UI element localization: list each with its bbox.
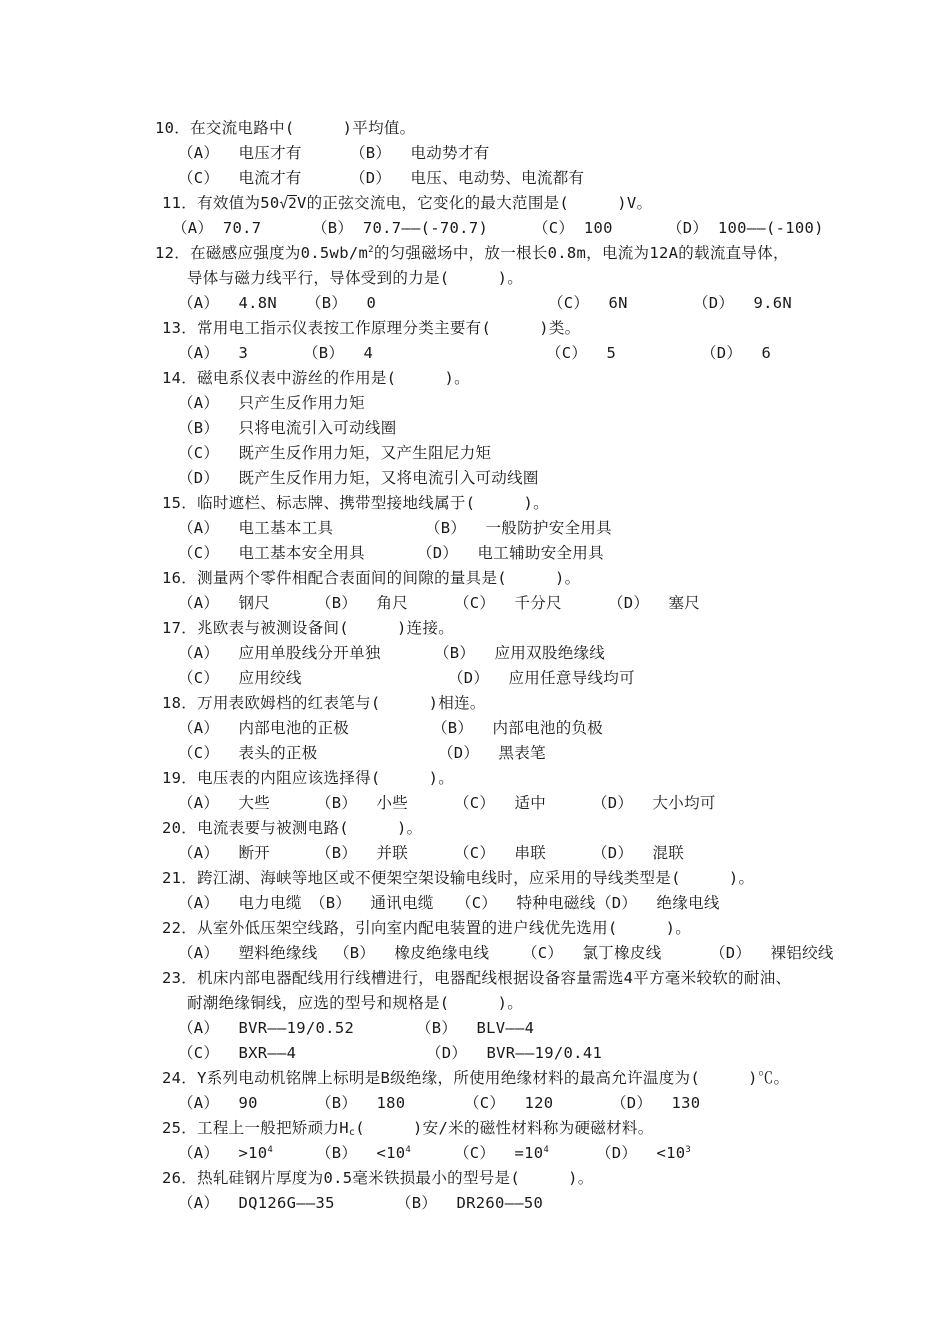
option-c: （C） 适中 [454, 794, 547, 812]
option-b: （B） 电动势才有 [350, 144, 490, 162]
question-25-post: ( )安/米的磁性材料称为硬磁材料。 [355, 1119, 654, 1137]
option-d: （D） 既产生反作用力矩，又将电流引入可动线圈 [178, 469, 539, 487]
question-19: 19．电压表的内阻应该选择得( )。 [162, 769, 455, 787]
option-d: （D） 9.6N [693, 294, 793, 312]
question-16: 16．测量两个零件相配合表面间的间隙的量具是( )。 [162, 569, 581, 587]
question-12-cont: 导体与磁力线平行，导体受到的力是( )。 [187, 269, 524, 287]
option-c: （C） 电工基本安全用具 [178, 544, 365, 562]
question-11-pre: 11．有效值为50 [162, 194, 280, 212]
option-d: （D） 黑表笔 [438, 744, 546, 762]
question-18: 18．万用表欧姆档的红表笔与( )相连。 [162, 694, 486, 712]
option-b: （B） 内部电池的负极 [432, 719, 604, 737]
exponent: 4 [543, 1145, 550, 1155]
option-d: （D） BVR——19/0.41 [426, 1044, 603, 1062]
question-14: 14．磁电系仪表中游丝的作用是( )。 [162, 369, 470, 387]
question-22: 22．从室外低压架空线路，引向室内配电装置的进户线优先选用( )。 [162, 919, 692, 937]
exponent: 3 [685, 1145, 692, 1155]
superscript: 2 [368, 245, 374, 255]
option-c: （C） 千分尺 [454, 594, 562, 612]
sqrt-radicand: 2 [288, 196, 297, 212]
option-b: （B） 一般防护安全用具 [425, 519, 612, 537]
sqrt-symbol: √ 2 [279, 196, 297, 212]
question-11 [162, 193, 652, 214]
option-a: （A） 电工基本工具 [178, 519, 334, 537]
option-d-text: （D） <10 [596, 1144, 686, 1162]
question-25 [162, 1118, 654, 1138]
option-a: （A） 内部电池的正极 [178, 719, 350, 737]
option-c [454, 1143, 549, 1163]
option-b-text: （B） <10 [316, 1144, 406, 1162]
option-b: （B） 橡皮绝缘电线 [334, 944, 490, 962]
question-12 [155, 243, 789, 263]
option-d: （D） 电工辅助安全用具 [417, 544, 604, 562]
option-b: （B） 通讯电缆 [310, 894, 434, 912]
option-d: （D） 混联 [592, 844, 685, 862]
question-15: 15．临时遮栏、标志牌、携带型接地线属于( )。 [162, 494, 549, 512]
option-c: （C） 120 [464, 1094, 554, 1112]
option-d: （D） 绝缘电线 [596, 894, 720, 912]
option-a: （A） 电力电缆 [178, 894, 302, 912]
option-c: （C） 既产生反作用力矩，又产生阻尼力矩 [178, 444, 492, 462]
option-a: （A） 90 [178, 1094, 258, 1112]
option-d: （D） 130 [611, 1094, 701, 1112]
option-b: （B） 小些 [316, 794, 409, 812]
exponent: 4 [267, 1145, 274, 1155]
option-b: （B） BLV——4 [416, 1019, 535, 1037]
option-d: （D） 裸铝绞线 [710, 944, 834, 962]
question-11-post: V的正弦交流电，它变化的最大范围是( )V。 [297, 194, 653, 212]
option-b: （B） 180 [316, 1094, 406, 1112]
option-a: （A） 塑料绝缘线 [178, 944, 318, 962]
option-b [316, 1143, 411, 1163]
option-a: （A） 断开 [178, 844, 271, 862]
option-d: （D） 100——(-100) [667, 219, 824, 237]
option-b: （B） 只将电流引入可动线圈 [178, 419, 397, 437]
question-13: 13．常用电工指示仪表按工作原理分类主要有( )类。 [162, 319, 581, 337]
option-c: （C） 串联 [454, 844, 547, 862]
question-25-pre: 25．工程上一般把矫顽力H [162, 1119, 349, 1137]
option-d: （D） 大小均可 [592, 794, 716, 812]
option-c-text: （C） =10 [454, 1144, 544, 1162]
option-a: （A） 3 [178, 344, 249, 362]
question-26: 26．热轧硅钢片厚度为0.5毫米铁损最小的型号是( )。 [162, 1169, 594, 1187]
option-a: （A） 应用单股线分开单独 [178, 644, 381, 662]
option-b: （B） 角尺 [316, 594, 409, 612]
question-17: 17．兆欧表与被测设备间( )连接。 [162, 619, 455, 637]
option-c: （C） 应用绞线 [178, 669, 302, 687]
option-c: （C） 氯丁橡皮线 [522, 944, 662, 962]
option-b: （B） 并联 [316, 844, 409, 862]
option-b: （B） 应用双股绝缘线 [434, 644, 606, 662]
option-d: （D） 6 [701, 344, 772, 362]
option-a: （A） BVR——19/0.52 [178, 1019, 355, 1037]
option-a: （A） 4.8N [178, 294, 278, 312]
option-c: （C） 100 [533, 219, 613, 237]
question-20: 20．电流表要与被测电路( )。 [162, 819, 423, 837]
option-a: （A） 大些 [178, 794, 271, 812]
option-a: （A） DQ126G——35 [178, 1194, 335, 1212]
option-c: （C） 电流才有 [178, 169, 302, 187]
question-23-cont: 耐潮绝缘铜线，应选的型号和规格是( )。 [187, 994, 524, 1012]
option-b: （B） 4 [303, 344, 374, 362]
option-d: （D） 应用任意导线均可 [448, 669, 635, 687]
option-c: （C） 5 [546, 344, 617, 362]
option-a: （A） 钢尺 [178, 594, 271, 612]
option-a: （A） 70.7 [172, 219, 262, 237]
option-b: （B） 0 [306, 294, 377, 312]
option-d: （D） 电压、电动势、电流都有 [350, 169, 585, 187]
option-c: （C） 6N [548, 294, 628, 312]
question-12-pre: 12．在磁感应强度为0.5wb/m [155, 244, 369, 262]
question-10: 10．在交流电路中( )平均值。 [155, 119, 416, 137]
option-a: （A） 电压才有 [178, 144, 302, 162]
question-24: 24．Y系列电动机铭牌上标明是B级绝缘，所使用绝缘材料的最高允许温度为( )℃。 [162, 1069, 790, 1087]
option-c: （C） 特种电磁线 [456, 894, 596, 912]
option-b: （B） DR260——50 [396, 1194, 544, 1212]
option-a: （A） 只产生反作用力矩 [178, 394, 365, 412]
question-23: 23．机床内部电器配线用行线槽进行，电器配线根据设备容量需选4平方毫米较软的耐油、 [162, 969, 792, 987]
question-12-post: 的匀强磁场中，放一根长0.8m，电流为12A的载流直导体， [373, 244, 789, 262]
subscript: c [348, 1127, 356, 1138]
option-c: （C） BXR——4 [178, 1044, 297, 1062]
option-d [596, 1143, 691, 1163]
option-b: （B） 70.7——(-70.7) [312, 219, 489, 237]
option-c: （C） 表头的正极 [178, 744, 318, 762]
option-a [178, 1143, 273, 1163]
option-d: （D） 塞尺 [608, 594, 701, 612]
option-a-text: （A） >10 [178, 1144, 268, 1162]
question-21: 21．跨江湖、海峡等地区或不便架空架设输电线时，应采用的导线类型是( )。 [162, 869, 755, 887]
exponent: 4 [405, 1145, 412, 1155]
